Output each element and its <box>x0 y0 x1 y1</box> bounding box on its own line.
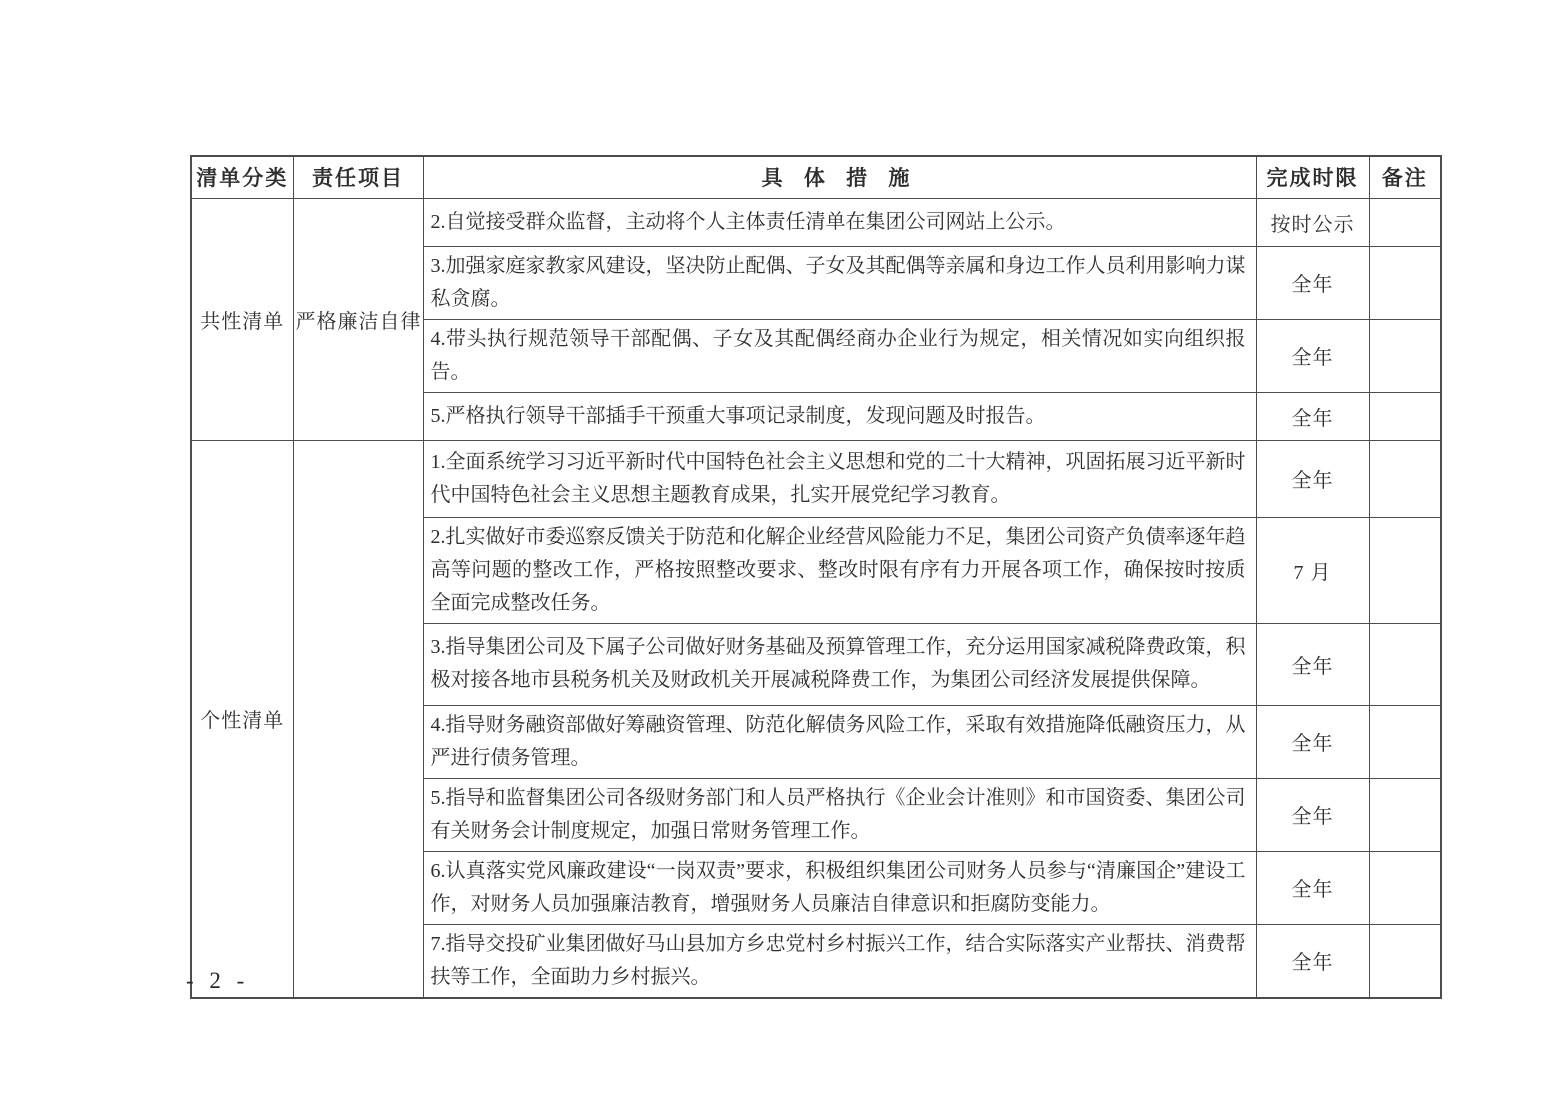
remark-cell <box>1369 392 1441 440</box>
project-cell <box>293 440 423 998</box>
table-header-row <box>191 156 1441 198</box>
responsibility-table <box>190 155 1442 999</box>
measure-cell: 2.自觉接受群众监督，主动将个人主体责任清单在集团公司网站上公示。 <box>423 198 1256 246</box>
remark-cell <box>1369 778 1441 851</box>
deadline-cell: 全年 <box>1256 440 1369 517</box>
measure-cell: 6.认真落实党风廉政建设“一岗双责”要求，积极组织集团公司财务人员参与“清廉国企”建设工作，对财务人员加强廉洁教育，增强财务人员廉洁自律意识和拒腐防变能力。 <box>423 851 1256 924</box>
remark-cell <box>1369 198 1441 246</box>
measure-cell: 3.加强家庭家教家风建设，坚决防止配偶、子女及其配偶等亲属和身边工作人员利用影响力谋私贪腐。 <box>423 246 1256 319</box>
column-header-2: 责任项目 <box>293 156 423 198</box>
measure-cell: 2.扎实做好市委巡察反馈关于防范和化解企业经营风险能力不足，集团公司资产负债率逐年趋高等问题的整改工作，严格按照整改要求、整改时限有序有力开展各项工作，确保按时按质全面完成整改任务。 <box>423 517 1256 623</box>
column-header-4: 完成时限 <box>1256 156 1369 198</box>
deadline-cell: 全年 <box>1256 924 1369 998</box>
column-header-1: 清单分类 <box>191 156 293 198</box>
project-cell: 严格廉洁自律 <box>293 198 423 440</box>
measure-cell: 1.全面系统学习习近平新时代中国特色社会主义思想和党的二十大精神，巩固拓展习近平新时代中国特色社会主义思想主题教育成果，扎实开展党纪学习教育。 <box>423 440 1256 517</box>
remark-cell <box>1369 851 1441 924</box>
deadline-cell: 全年 <box>1256 778 1369 851</box>
measure-cell: 5.严格执行领导干部插手干预重大事项记录制度，发现问题及时报告。 <box>423 392 1256 440</box>
category-cell: 共性清单 <box>191 198 293 440</box>
deadline-cell: 全年 <box>1256 705 1369 778</box>
deadline-cell: 全年 <box>1256 851 1369 924</box>
table-row <box>191 198 1441 246</box>
column-header-3: 具 体 措 施 <box>423 156 1256 198</box>
page-number: - 2 - <box>186 968 250 993</box>
remark-cell <box>1369 440 1441 517</box>
remark-cell <box>1369 924 1441 998</box>
deadline-cell: 全年 <box>1256 246 1369 319</box>
deadline-cell: 全年 <box>1256 319 1369 392</box>
category-cell: 个性清单 <box>191 440 293 998</box>
remark-cell <box>1369 319 1441 392</box>
deadline-cell: 全年 <box>1256 623 1369 705</box>
deadline-cell: 7 月 <box>1256 517 1369 623</box>
measure-cell: 3.指导集团公司及下属子公司做好财务基础及预算管理工作，充分运用国家减税降费政策，积极对接各地市县税务机关及财政机关开展减税降费工作，为集团公司经济发展提供保障。 <box>423 623 1256 705</box>
column-header-5: 备注 <box>1369 156 1441 198</box>
remark-cell <box>1369 517 1441 623</box>
table-row <box>191 440 1441 517</box>
measure-cell: 4.带头执行规范领导干部配偶、子女及其配偶经商办企业行为规定，相关情况如实向组织报告。 <box>423 319 1256 392</box>
remark-cell <box>1369 246 1441 319</box>
remark-cell <box>1369 623 1441 705</box>
measure-cell: 5.指导和监督集团公司各级财务部门和人员严格执行《企业会计准则》和市国资委、集团公司有关财务会计制度规定，加强日常财务管理工作。 <box>423 778 1256 851</box>
measure-cell: 4.指导财务融资部做好筹融资管理、防范化解债务风险工作，采取有效措施降低融资压力，从严进行债务管理。 <box>423 705 1256 778</box>
measure-cell: 7.指导交投矿业集团做好马山县加方乡忠党村乡村振兴工作，结合实际落实产业帮扶、消费帮扶等工作，全面助力乡村振兴。 <box>423 924 1256 998</box>
deadline-cell: 全年 <box>1256 392 1369 440</box>
table-body <box>191 198 1441 998</box>
remark-cell <box>1369 705 1441 778</box>
deadline-cell: 按时公示 <box>1256 198 1369 246</box>
